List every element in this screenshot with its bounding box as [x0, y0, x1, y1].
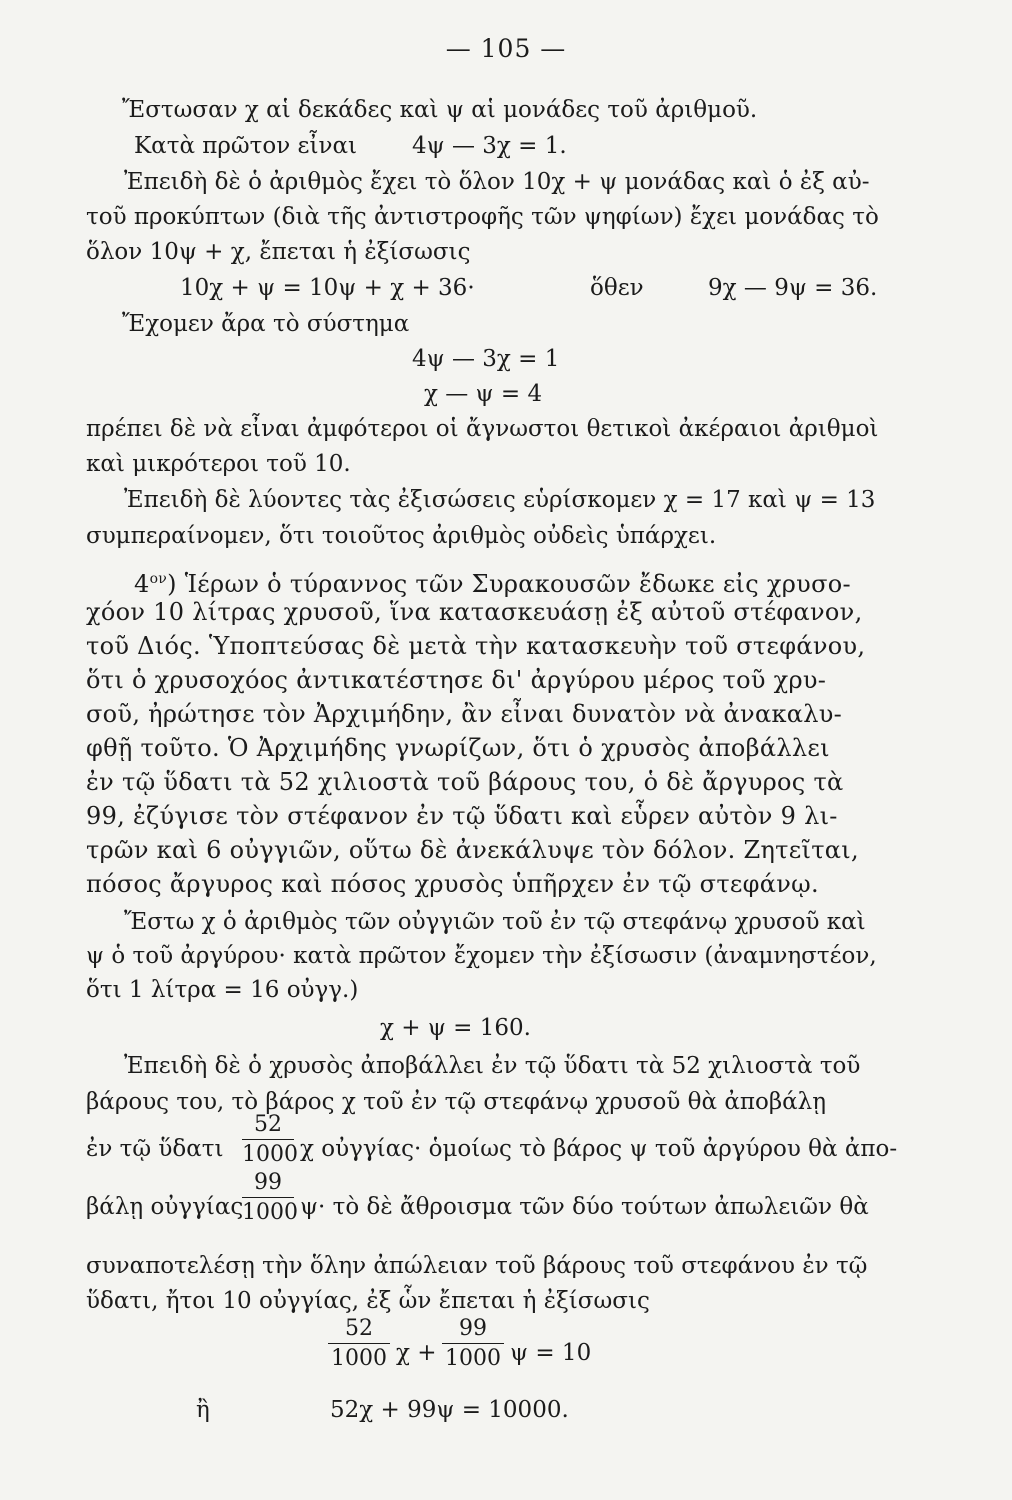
fraction-bar — [242, 1139, 294, 1140]
text-line: ψ· τὸ δὲ ἄθροισμα τῶν δύο τούτων ἀπωλειῶν θὰ — [300, 1194, 869, 1220]
text-line: Ἐπειδὴ δὲ ὁ χρυσὸς ἀποβάλλει ἐν τῷ ὕδατι τὰ 52 χιλιοστὰ τοῦ — [124, 1053, 861, 1079]
text-line: τοῦ Διός. Ὑποπτεύσας δὲ μετὰ τὴν κατασκευὴν τοῦ στεφάνου, — [86, 632, 866, 660]
text-line: βάλῃ οὐγγίας — [86, 1194, 244, 1220]
text-line: χόον 10 λίτρας χρυσοῦ, ἵνα κατασκευάσῃ ἐξ αὐτοῦ στέφανον, — [86, 598, 863, 626]
equation: ψ = 10 — [510, 1340, 592, 1366]
text-line: Ἔστωσαν χ αἱ δεκάδες καὶ ψ αἱ μονάδες τοῦ ἀριθμοῦ. — [122, 97, 758, 123]
equation: χ + ψ = 160. — [380, 1015, 531, 1041]
fraction: 52 1000 — [328, 1316, 390, 1372]
text-line: ὅλον 10ψ + χ, ἔπεται ἡ ἐξίσωσις — [86, 239, 471, 265]
text-line: 99, ἐζύγισε τὸν στέφανον ἐν τῷ ὕδατι καὶ εὗρεν αὐτὸν 9 λι- — [86, 802, 838, 830]
text-line: συμπεραίνομεν, ὅτι τοιοῦτος ἀριθμὸς οὐδεὶς ὑπάρχει. — [86, 523, 717, 549]
text-line: Ἐπειδὴ δὲ ὁ ἀριθμὸς ἔχει τὸ ὅλον 10χ + ψ μονάδας καὶ ὁ ἐξ αὐ- — [124, 169, 870, 195]
fraction: 99 1000 — [442, 1316, 504, 1372]
text-line: Κατὰ πρῶτον εἶναι — [134, 133, 358, 159]
text-line: σοῦ, ἠρώτησε τὸν Ἀρχιμήδην, ἂν εἶναι δυνατὸν νὰ ἀνακαλυ- — [86, 700, 843, 728]
text-line: πρέπει δὲ νὰ εἶναι ἀμφότεροι οἱ ἄγνωστοι θετικοὶ ἀκέραιοι ἀριθμοὶ — [86, 416, 879, 442]
text-line: Ἔχομεν ἄρα τὸ σύστημα — [122, 311, 410, 337]
fraction: 52 1000 — [242, 1112, 298, 1167]
fraction-bar — [442, 1343, 504, 1344]
fraction-bar — [242, 1197, 294, 1198]
equation: 4ψ — 3χ = 1 — [412, 346, 560, 372]
text-line: ὅθεν — [590, 275, 644, 301]
text-line: βάρους του, τὸ βάρος χ τοῦ ἐν τῷ στεφάνῳ χρυσοῦ θὰ ἀποβάλῃ — [86, 1089, 827, 1115]
equation: 52χ + 99ψ = 10000. — [330, 1397, 569, 1423]
text-line: ἢ — [196, 1397, 210, 1423]
text-line: Ἔστω χ ὁ ἀριθμὸς τῶν οὐγγιῶν τοῦ ἐν τῷ στεφάνῳ χρυσοῦ καὶ — [124, 909, 866, 935]
text-line: Ἐπειδὴ δὲ λύοντες τὰς ἐξισώσεις εὑρίσκομεν χ = 17 καὶ ψ = 13 — [124, 487, 876, 513]
equation: χ — ψ = 4 — [424, 381, 543, 407]
text-line: χ οὐγγίας· ὁμοίως τὸ βάρος ψ τοῦ ἀργύρου θὰ ἀπο- — [300, 1136, 898, 1162]
equation: 9χ — 9ψ = 36. — [708, 275, 878, 301]
text-line: τρῶν καὶ 6 οὐγγιῶν, οὕτω δὲ ἀνεκάλυψε τὸν δόλον. Ζητεῖται, — [86, 836, 859, 864]
equation: χ + — [396, 1340, 437, 1366]
text-line: ψ ὁ τοῦ ἀργύρου· κατὰ πρῶτον ἔχομεν τὴν ἐξίσωσιν (ἀναμνηστέον, — [86, 943, 877, 969]
equation: 10χ + ψ = 10ψ + χ + 36· — [180, 275, 475, 301]
text-line: καὶ μικρότεροι τοῦ 10. — [86, 451, 351, 477]
text-line: ὕδατι, ἤτοι 10 οὐγγίας, ἐξ ὧν ἔπεται ἡ ἐξίσωσις — [86, 1288, 650, 1314]
ordinal-suffix: ον — [149, 571, 168, 587]
page-number: — 105 — — [445, 34, 567, 63]
text-line: φθῇ τοῦτο. Ὁ Ἀρχιμήδης γνωρίζων, ὅτι ὁ χρυσὸς ἀποβάλλει — [86, 734, 830, 762]
equation: 4ψ — 3χ = 1. — [412, 133, 567, 159]
fraction-bar — [328, 1343, 390, 1344]
text-line: ὅτι ὁ χρυσοχόος ἀντικατέστησε δι' ἀργύρου μέρος τοῦ χρυ- — [86, 666, 827, 694]
problem-number: 4 — [134, 570, 150, 598]
fraction: 99 1000 — [242, 1170, 298, 1225]
text-line: ἐν τῷ ὕδατι τὰ 52 χιλιοστὰ τοῦ βάρους του, ὁ δὲ ἄργυρος τὰ — [86, 768, 844, 796]
text-line: συναποτελέσῃ τὴν ὅλην ἀπώλειαν τοῦ βάρους τοῦ στεφάνου ἐν τῷ — [86, 1253, 868, 1279]
text-line: ὅτι 1 λίτρα = 16 οὐγγ.) — [86, 977, 359, 1003]
text-line: ἐν τῷ ὕδατι — [86, 1136, 224, 1162]
text-line: $4^{o\nu}$) Ἱέρων ὁ τύραννος τῶν Συρακουσῶν ἔδωκε εἰς χρυσο- — [134, 570, 851, 598]
text-line: πόσος ἄργυρος καὶ πόσος χρυσὸς ὑπῆρχεν ἐν τῷ στεφάνῳ. — [86, 870, 819, 898]
text-line: τοῦ προκύπτων (διὰ τῆς ἀντιστροφῆς τῶν ψηφίων) ἔχει μονάδας τὸ — [86, 204, 879, 230]
